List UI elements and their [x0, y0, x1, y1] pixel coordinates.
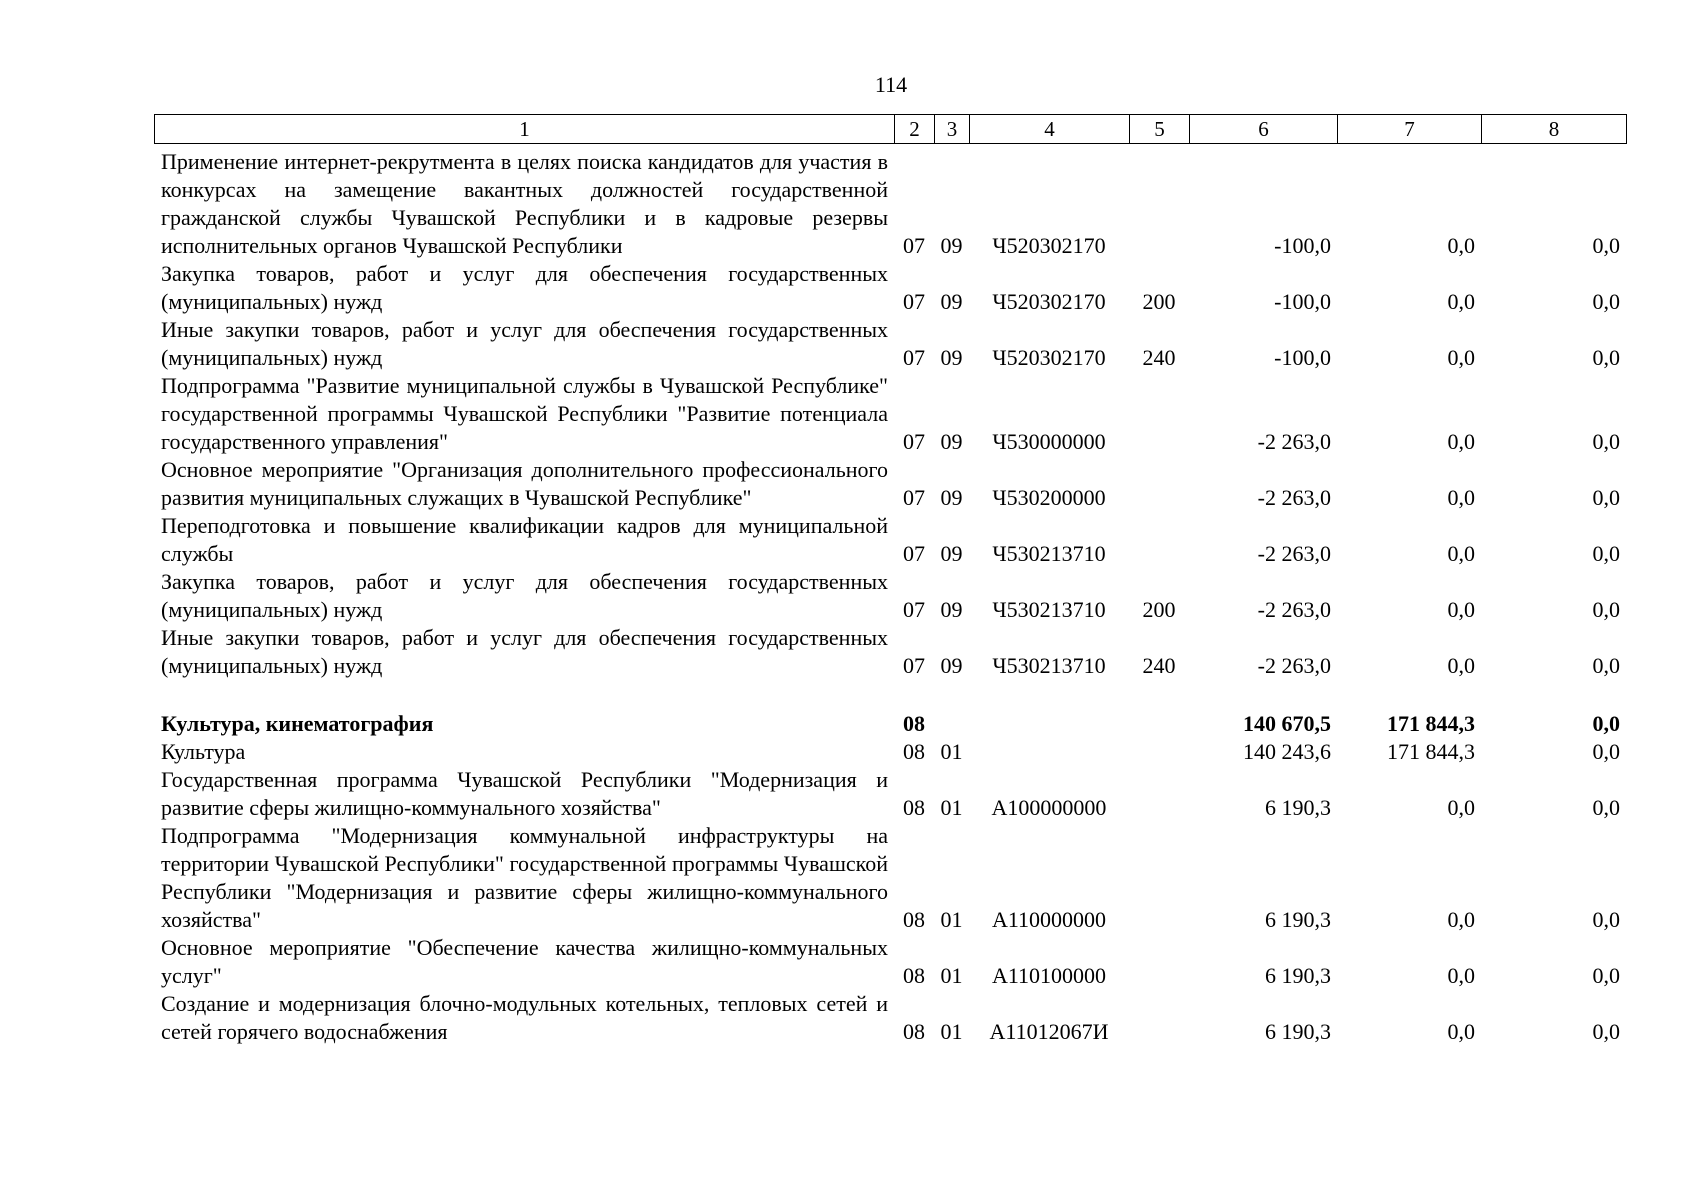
subsection-code: 01 [940, 739, 963, 764]
row-name: Закупка товаров, работ и услуг для обеспечения государственных (муниципальных) нужд [161, 261, 888, 314]
section-total-row [154, 710, 1630, 738]
amount-col-7: 0,0 [1447, 485, 1475, 510]
column-number-8: 8 [1482, 115, 1627, 144]
amount-col-8: 0,0 [1592, 289, 1620, 314]
row-name: Переподготовка и повышение квалификации кадров для муниципальной службы [161, 513, 888, 566]
amount-col-8: 0,0 [1592, 345, 1620, 370]
row-name: Применение интернет-рекрутмента в целях поиска кандидатов для участия в конкурсах на замещение вакантных должностей государственной гражданской службы Чувашской Республики и в кадровые резервы исполнительных органов Чувашской Республики [161, 149, 888, 258]
subsection-code: 09 [940, 653, 963, 678]
column-number-7: 7 [1338, 115, 1482, 144]
table-row [154, 822, 1630, 934]
row-name: Государственная программа Чувашской Республики "Модернизация и развитие сферы жилищно-коммунального хозяйства" [161, 767, 888, 820]
page-number: 114 [874, 72, 908, 97]
column-number-4: 4 [970, 115, 1130, 144]
amount-col-7: 0,0 [1447, 963, 1475, 988]
amount-col-6: 6 190,3 [1265, 795, 1331, 820]
row-name: Основное мероприятие "Обеспечение качества жилищно-коммунальных услуг" [161, 935, 888, 988]
section-code: 07 [903, 653, 925, 678]
expense-type-code: 240 [1142, 345, 1176, 370]
amount-col-8: 0,0 [1592, 541, 1620, 566]
row-name: Закупка товаров, работ и услуг для обеспечения государственных (муниципальных) нужд [161, 569, 888, 622]
section-code: 08 [903, 1019, 925, 1044]
section-code: 07 [903, 541, 925, 566]
amount-col-6: -100,0 [1274, 233, 1331, 258]
amount-col-6: 6 190,3 [1265, 1019, 1331, 1044]
target-article-code: Ч530000000 [992, 429, 1106, 454]
amount-col-6: 6 190,3 [1265, 907, 1331, 932]
target-article-code: Ч520302170 [992, 345, 1106, 370]
section-code: 07 [903, 289, 925, 314]
subsection-code: 01 [940, 795, 963, 820]
amount-col-6: -2 263,0 [1257, 429, 1331, 454]
amount-col-7: 0,0 [1447, 1019, 1475, 1044]
section-code: 08 [903, 711, 925, 736]
table-row [154, 934, 1630, 990]
target-article-code: Ч530213710 [992, 597, 1106, 622]
target-article-code: Ч520302170 [992, 233, 1106, 258]
expense-type-code: 200 [1142, 597, 1176, 622]
subsection-code: 09 [940, 597, 963, 622]
amount-col-8: 0,0 [1592, 233, 1620, 258]
amount-col-7: 0,0 [1447, 597, 1475, 622]
amount-col-7: 0,0 [1447, 907, 1475, 932]
amount-col-8: 0,0 [1592, 597, 1620, 622]
budget-table-body [154, 148, 1630, 1046]
column-number-3: 3 [935, 115, 970, 144]
amount-col-6: -100,0 [1274, 345, 1331, 370]
amount-col-7: 0,0 [1447, 541, 1475, 566]
amount-col-8: 0,0 [1592, 907, 1620, 932]
section-code: 08 [903, 907, 925, 932]
amount-col-7: 171 844,3 [1387, 711, 1475, 736]
table-row [154, 316, 1630, 372]
expense-type-code: 240 [1142, 653, 1176, 678]
table-row [154, 738, 1630, 766]
subsection-code: 01 [940, 907, 963, 932]
section-code: 07 [903, 345, 925, 370]
row-name: Основное мероприятие "Организация дополнительного профессионального развития муниципальных служащих в Чувашской Республике" [161, 457, 888, 510]
column-number-header [154, 114, 1627, 144]
section-code: 08 [903, 963, 925, 988]
amount-col-6: -100,0 [1274, 289, 1331, 314]
table-row [154, 568, 1630, 624]
amount-col-6: -2 263,0 [1257, 653, 1331, 678]
amount-col-6: -2 263,0 [1257, 597, 1331, 622]
section-code: 07 [903, 233, 925, 258]
column-number-2: 2 [895, 115, 935, 144]
target-article-code: А100000000 [991, 795, 1107, 820]
section-code: 07 [903, 429, 925, 454]
table-row [154, 766, 1630, 822]
subsection-code: 01 [940, 963, 963, 988]
table-row [154, 148, 1630, 260]
subsection-code: 01 [940, 1019, 963, 1044]
amount-col-6: 140 670,5 [1243, 711, 1331, 736]
row-name: Подпрограмма "Модернизация коммунальной инфраструктуры на территории Чувашской Республики" государственной программы Чувашской Республики "Модернизация и развитие сферы жилищно-коммунального хозяйства" [161, 823, 888, 932]
column-number-1: 1 [155, 115, 895, 144]
table-row [154, 456, 1630, 512]
table-row [154, 990, 1630, 1046]
row-name: Подпрограмма "Развитие муниципальной службы в Чувашской Республике" государственной программы Чувашской Республики "Развитие потенциала государственного управления" [161, 373, 888, 454]
amount-col-7: 0,0 [1447, 345, 1475, 370]
subsection-code: 09 [940, 345, 963, 370]
amount-col-8: 0,0 [1592, 795, 1620, 820]
section-code: 07 [903, 597, 925, 622]
target-article-code: Ч520302170 [992, 289, 1106, 314]
subsection-code: 09 [940, 541, 963, 566]
section-code: 08 [903, 795, 925, 820]
amount-col-6: -2 263,0 [1257, 485, 1331, 510]
amount-col-7: 0,0 [1447, 289, 1475, 314]
amount-col-7: 0,0 [1447, 795, 1475, 820]
amount-col-8: 0,0 [1592, 485, 1620, 510]
target-article-code: А11012067И [989, 1019, 1109, 1044]
column-number-6: 6 [1190, 115, 1338, 144]
row-name: Иные закупки товаров, работ и услуг для обеспечения государственных (муниципальных) нужд [161, 625, 888, 678]
expense-type-code: 200 [1142, 289, 1176, 314]
subsection-code: 09 [940, 429, 963, 454]
subsection-code: 09 [940, 485, 963, 510]
amount-col-6: 6 190,3 [1265, 963, 1331, 988]
table-row [154, 372, 1630, 456]
subsection-code: 09 [940, 233, 963, 258]
column-number-5: 5 [1130, 115, 1190, 144]
table-row [154, 260, 1630, 316]
row-name: Иные закупки товаров, работ и услуг для обеспечения государственных (муниципальных) нужд [161, 317, 888, 370]
amount-col-8: 0,0 [1592, 1019, 1620, 1044]
amount-col-6: -2 263,0 [1257, 541, 1331, 566]
amount-col-6: 140 243,6 [1243, 739, 1331, 764]
target-article-code: Ч530213710 [992, 541, 1106, 566]
target-article-code: А110000000 [991, 907, 1107, 932]
amount-col-7: 171 844,3 [1387, 739, 1475, 764]
amount-col-7: 0,0 [1447, 653, 1475, 678]
target-article-code: А110100000 [991, 963, 1107, 988]
section-name: Культура, кинематография [161, 711, 434, 736]
amount-col-8: 0,0 [1592, 963, 1620, 988]
target-article-code: Ч530213710 [992, 653, 1106, 678]
amount-col-8: 0,0 [1592, 653, 1620, 678]
table-row [154, 512, 1630, 568]
section-code: 08 [903, 739, 925, 764]
target-article-code: Ч530200000 [992, 485, 1106, 510]
row-name: Культура [161, 739, 246, 764]
amount-col-7: 0,0 [1447, 233, 1475, 258]
amount-col-7: 0,0 [1447, 429, 1475, 454]
table-row [154, 624, 1630, 680]
subsection-code: 09 [940, 289, 963, 314]
row-name: Создание и модернизация блочно-модульных котельных, тепловых сетей и сетей горячего водоснабжения [161, 991, 888, 1044]
amount-col-8: 0,0 [1592, 711, 1620, 736]
amount-col-8: 0,0 [1592, 739, 1620, 764]
section-code: 07 [903, 485, 925, 510]
amount-col-8: 0,0 [1592, 429, 1620, 454]
